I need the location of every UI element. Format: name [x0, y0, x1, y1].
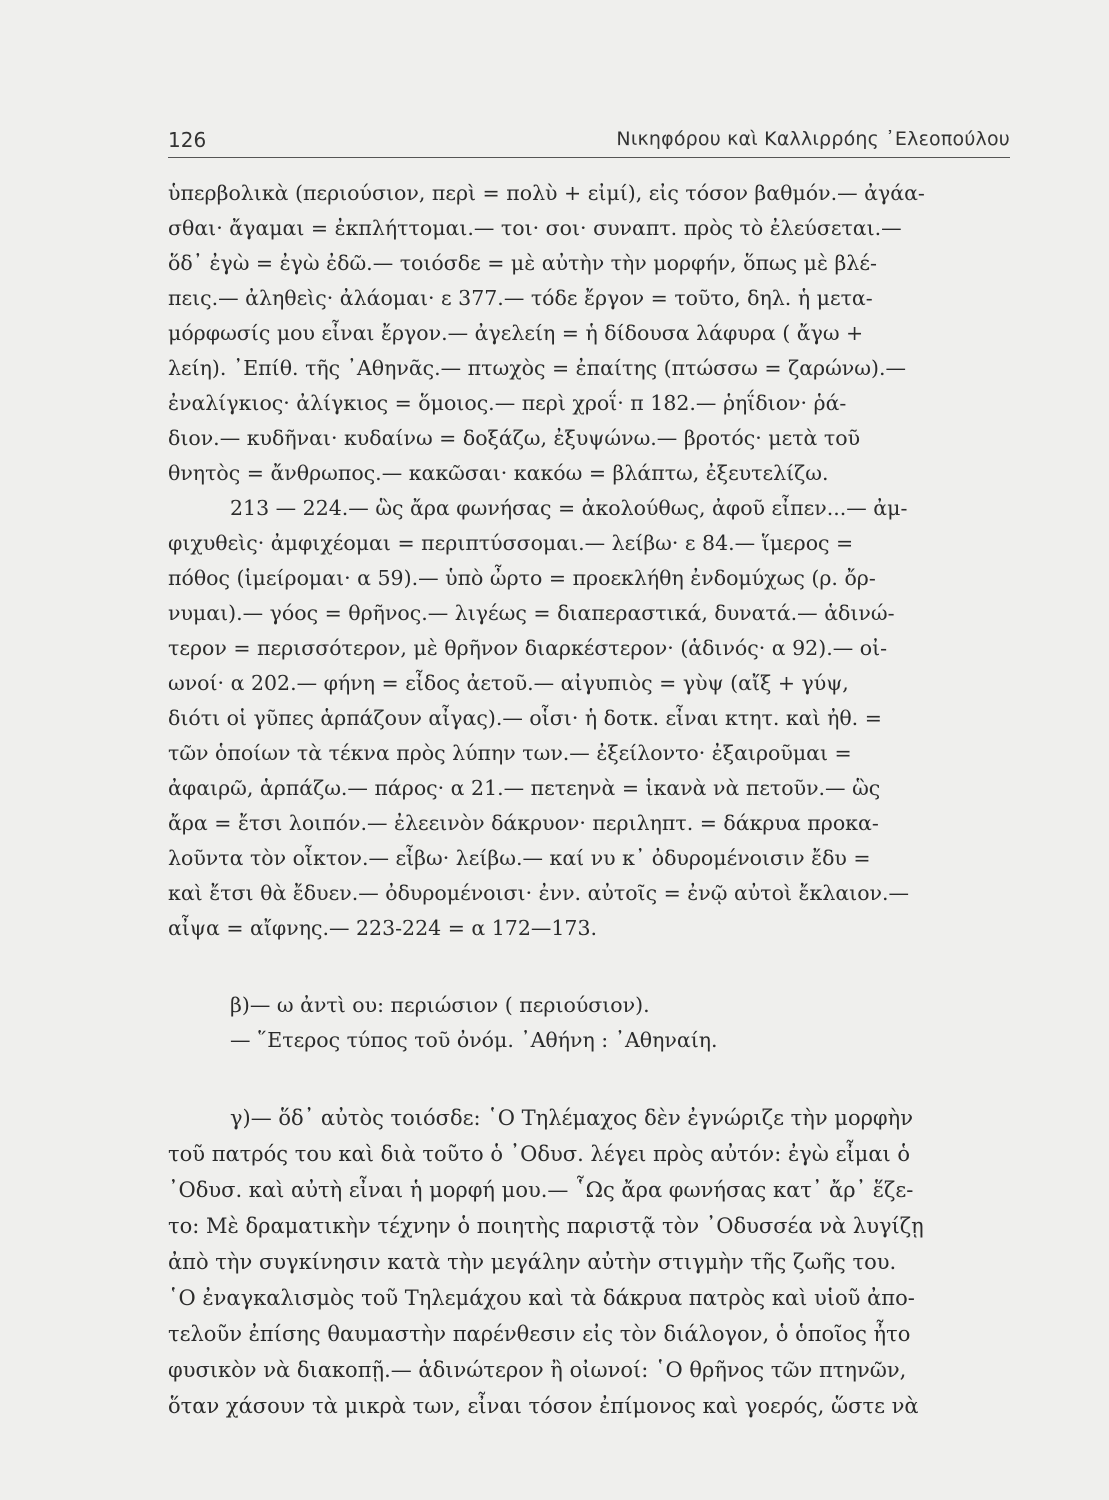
text-line: ἀπὸ τὴν συγκίνησιν κατὰ τὴν μεγάλην αὐτὴν στιγμὴν τῆς ζωῆς του. — [168, 1250, 897, 1274]
text-line: διον.— κυδῆναι· κυδαίνω = δοξάζω, ἐξυψώνω.— βροτός· μετὰ τοῦ — [168, 426, 861, 450]
text-line: τοῦ πατρός του καὶ διὰ τοῦτο ὁ ᾿Οδυσ. λέγει πρὸς αὐτόν: ἐγὼ εἶμαι ὁ — [168, 1142, 911, 1166]
commentary-text — [168, 176, 1034, 1424]
text-line: 213 — 224.— ὣς ἄρα φωνήσας = ἀκολούθως, ἀφοῦ εἶπεν...— ἀμ- — [230, 496, 908, 520]
section-gamma — [168, 1100, 1034, 1424]
text-line: φυσικὸν νὰ διακοπῇ.— ἁδινώτερον ἢ οἰωνοί: ῾Ο θρῆνος τῶν πτηνῶν, — [168, 1358, 907, 1382]
spacer — [168, 946, 1034, 988]
text-line: τῶν ὁποίων τὰ τέκνα πρὸς λύπην των.— ἐξείλοντο· ἐξαιροῦμαι = — [168, 741, 852, 765]
text-line: ἐναλίγκιος· ἀλίγκιος = ὅμοιος.— περὶ χροΐ· π 182.— ῥηΐδιον· ῥά- — [168, 391, 847, 415]
text-line: αἶψα = αἴφνης.— 223-224 = α 172—173. — [168, 916, 598, 940]
text-line: πεις.— ἀληθεὶς· ἀλάομαι· ε 377.— τόδε ἔργον = τοῦτο, δηλ. ἡ μετα- — [168, 286, 873, 310]
text-line: ἄρα = ἔτσι λοιπόν.— ἐλεεινὸν δάκρυον· περιληπτ. = δάκρυα προκα- — [168, 811, 879, 835]
text-line: ωνοί· α 202.— φήνη = εἶδος ἀετοῦ.— αἰγυπιὸς = γὺψ (αἴξ + γύψ, — [168, 671, 849, 695]
text-line: νυμαι).— γόος = θρῆνος.— λιγέως = διαπεραστικά, δυνατά.— ἁδινώ- — [168, 601, 895, 625]
text-line: ὅδ᾿ ἐγὼ = ἐγὼ ἐδῶ.— τοιόσδε = μὲ αὐτὴν τὴν μορφήν, ὅπως μὲ βλέ- — [168, 251, 877, 275]
text-line: ἀφαιρῶ, ἁρπάζω.— πάρος· α 21.— πετεηνὰ = ἱκανὰ νὰ πετοῦν.— ὣς — [168, 776, 881, 800]
text-line: — ῞Ετερος τύπος τοῦ ὀνόμ. ᾿Αθήνη : ᾿Αθηναίη. — [230, 1028, 718, 1052]
page-number: 126 — [168, 128, 207, 152]
text-line: διότι οἱ γῦπες ἁρπάζουν αἶγας).— οἷσι· ἡ δοτκ. εἶναι κτητ. καὶ ἠθ. = — [168, 706, 882, 730]
text-line: β)— ω ἀντὶ ου: περιώσιον ( περιούσιον). — [230, 993, 650, 1017]
page-header — [168, 118, 1010, 158]
text-line: ὑπερβολικὰ (περιούσιον, περὶ = πολὺ + εἰμί), εἰς τόσον βαθμόν.— ἀγάα- — [168, 181, 925, 205]
text-line: τελοῦν ἐπίσης θαυμαστὴν παρένθεσιν εἰς τὸν διάλογον, ὁ ὁποῖος ἦτο — [168, 1322, 911, 1346]
text-line: ᾿Οδυσ. καὶ αὐτὴ εἶναι ἡ μορφή μου.— ῟Ως ἄρα φωνήσας κατ᾿ ἄρ᾿ ἕζε- — [168, 1178, 914, 1202]
spacer — [168, 1058, 1034, 1100]
running-title: Νικηφόρου καὶ Καλλιρρόης ᾿Ελεοπούλου — [616, 128, 1010, 150]
text-line: ῾Ο ἐναγκαλισμὸς τοῦ Τηλεμάχου καὶ τὰ δάκρυα πατρὸς καὶ υἱοῦ ἀπο- — [168, 1286, 915, 1310]
text-line: το: Μὲ δραματικὴν τέχνην ὁ ποιητὴς παριστᾷ τὸν ᾿Οδυσσέα νὰ λυγίζῃ — [168, 1214, 924, 1238]
header-rule — [168, 157, 1010, 158]
text-line: πόθος (ἱμείρομαι· α 59).— ὑπὸ ὦρτο = προεκλήθη ἐνδομύχως (ρ. ὄρ- — [168, 566, 876, 590]
text-line: τερον = περισσότερον, μὲ θρῆνον διαρκέστερον· (ἁδινός· α 92).— οἰ- — [168, 636, 888, 660]
text-line: θνητὸς = ἄνθρωπος.— κακῶσαι· κακόω = βλάπτω, ἐξευτελίζω. — [168, 461, 829, 485]
section-beta — [168, 988, 1034, 1058]
text-line: μόρφωσίς μου εἶναι ἔργον.— ἀγελείη = ἡ δίδουσα λάφυρα ( ἄγω + — [168, 321, 864, 345]
text-line: σθαι· ἄγαμαι = ἐκπλήττομαι.— τοι· σοι· συναπτ. πρὸς τὸ ἐλεύσεται.— — [168, 216, 902, 240]
text-line: λοῦντα τὸν οἶκτον.— εἶβω· λείβω.— καί νυ κ᾿ ὀδυρομένοισιν ἔδυ = — [168, 846, 871, 870]
text-line: ὅταν χάσουν τὰ μικρὰ των, εἶναι τόσον ἐπίμονος καὶ γοερός, ὥστε νὰ — [168, 1394, 919, 1418]
text-line: καὶ ἔτσι θὰ ἔδυεν.— ὀδυρομένοισι· ἐνν. αὐτοῖς = ἐνῷ αὐτοὶ ἔκλαιον.— — [168, 881, 910, 905]
text-line: γ)— ὅδ᾿ αὐτὸς τοιόσδε: ῾Ο Τηλέμαχος δὲν ἐγνώριζε τὴν μορφὴν — [230, 1106, 913, 1130]
text-line: φιχυθεὶς· ἀμφιχέομαι = περιπτύσσομαι.— λείβω· ε 84.— ἵμερος = — [168, 531, 854, 555]
text-line: λείη). ᾿Επίθ. τῆς ᾿Αθηνᾶς.— πτωχὸς = ἐπαίτης (πτώσσω = ζαρώνω).— — [168, 356, 906, 380]
section-alpha — [168, 176, 1034, 491]
section-213-224 — [168, 491, 1034, 946]
